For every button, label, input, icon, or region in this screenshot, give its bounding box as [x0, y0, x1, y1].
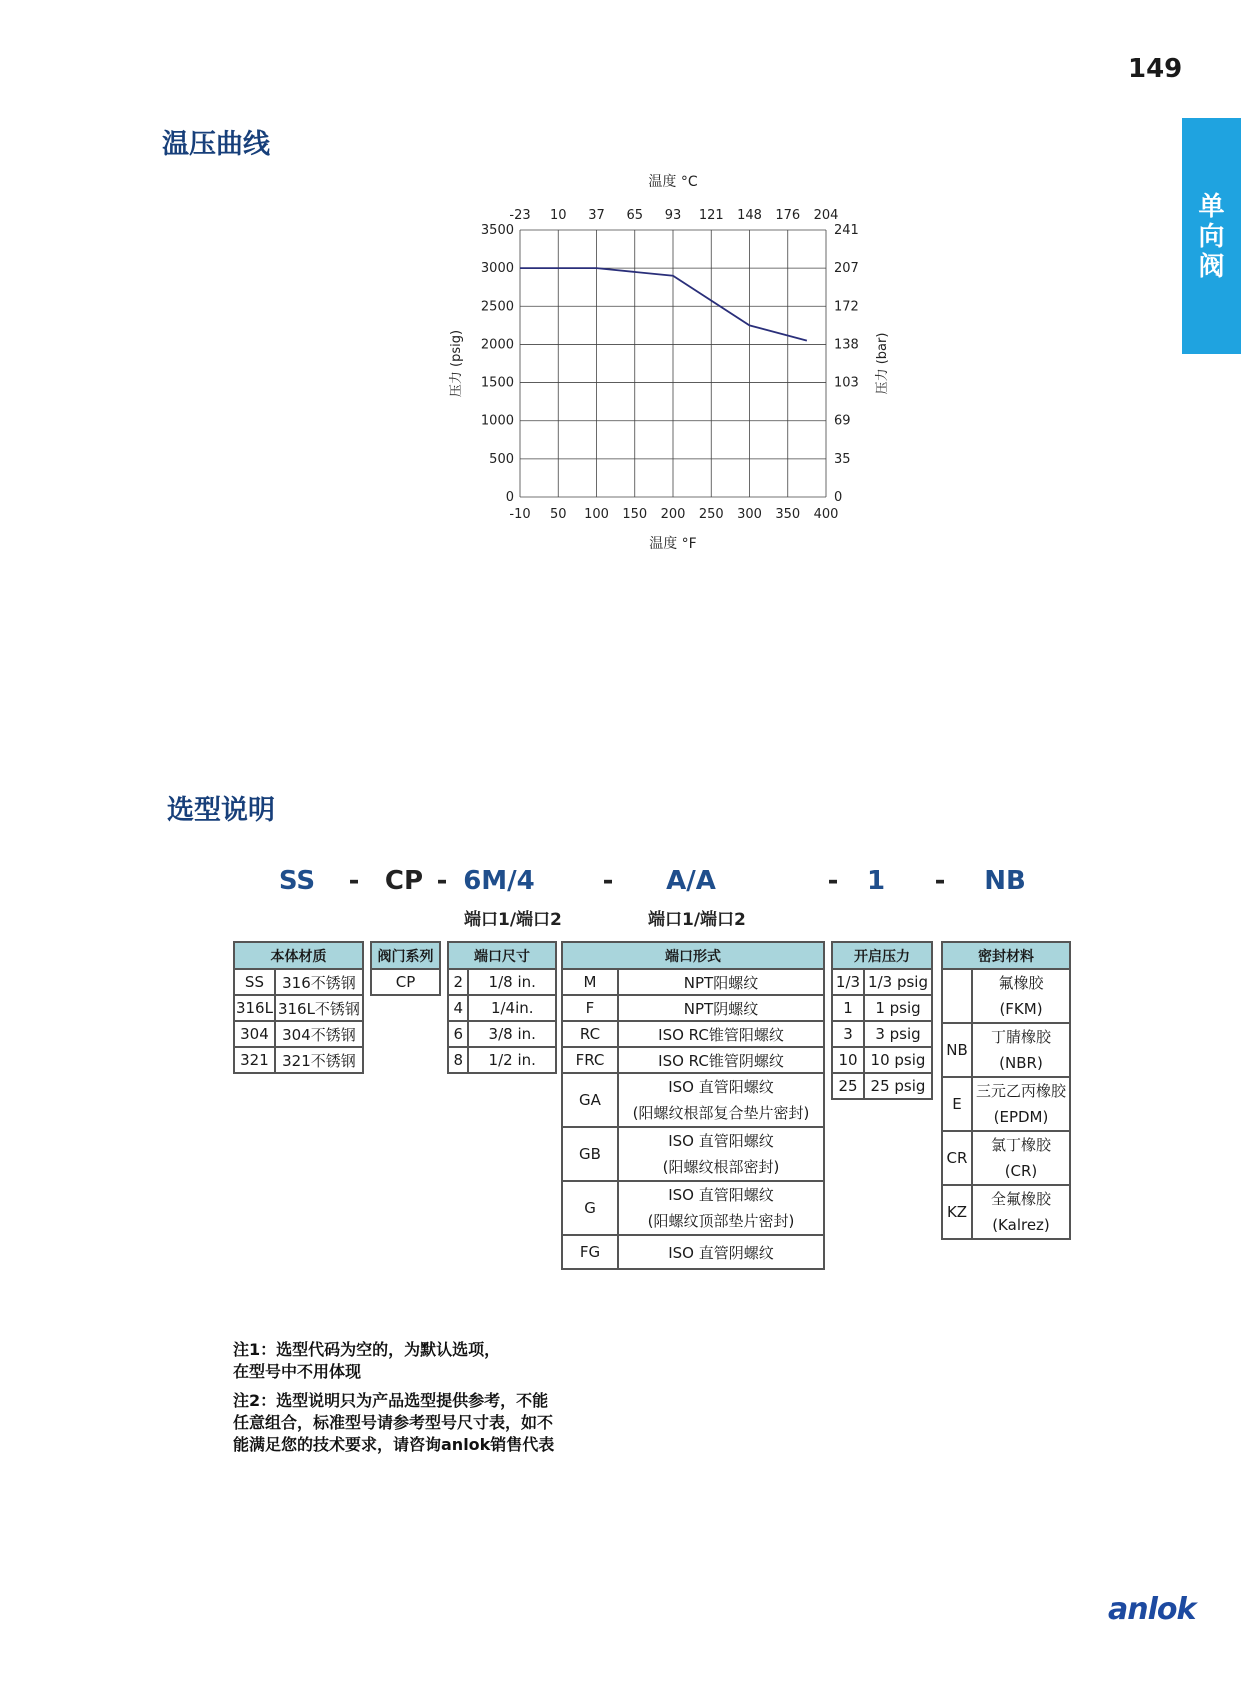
y-tick-label: 1000 — [480, 413, 514, 429]
cracking-pressure-table — [831, 941, 933, 1100]
table-header: 开启压力 — [832, 942, 932, 969]
table-row — [942, 969, 1070, 1023]
y-tick-label: 3000 — [480, 261, 514, 277]
right-tick-label: 0 — [834, 490, 843, 505]
code-cell: RC — [562, 1021, 618, 1047]
table-header: 端口形式 — [562, 942, 824, 969]
side-tab-char: 阀 — [1198, 252, 1225, 282]
right-tick-label: 103 — [834, 375, 859, 391]
table-row — [942, 1131, 1070, 1185]
x-tick-label: 150 — [622, 507, 648, 522]
desc-line: (NBR) — [999, 1054, 1043, 1072]
table-row — [832, 969, 932, 995]
y-tick-label: 1500 — [480, 375, 514, 391]
seal-material-table — [941, 941, 1071, 1240]
right-tick-label: 172 — [834, 299, 859, 315]
code-cell: 4 — [448, 995, 468, 1021]
desc-line: ISO 直管阳螺纹 — [668, 1186, 774, 1204]
x-tick-label: 100 — [584, 507, 609, 522]
y-tick-label: 2000 — [480, 337, 514, 353]
code-dash: - — [602, 866, 614, 896]
desc-line: 全氟橡胶 — [990, 1190, 1051, 1208]
code-cell: 316L — [234, 995, 275, 1021]
desc-cell: 1/2 in. — [468, 1047, 556, 1073]
code-dash: - — [348, 866, 360, 896]
x-tick-label: -10 — [509, 507, 531, 522]
right-tick-label: 207 — [834, 261, 859, 277]
desc-cell: ISO RC锥管阴螺纹 — [618, 1047, 824, 1073]
desc-cell: 1/8 in. — [468, 969, 556, 995]
table-header: 本体材质 — [234, 942, 363, 969]
desc-cell: 10 psig — [864, 1047, 932, 1073]
right-tick-label: 241 — [834, 223, 859, 238]
code-cell: 6 — [448, 1021, 468, 1047]
code-cell: 304 — [234, 1021, 275, 1047]
code-cell: NB — [942, 1023, 972, 1077]
right-axis-label: 压力 (bar) — [875, 332, 890, 395]
right-tick-label: 138 — [834, 337, 859, 353]
valve-series-table — [370, 941, 441, 996]
table-row — [562, 1235, 824, 1269]
right-tick-label: 69 — [834, 413, 851, 429]
table-row — [562, 1181, 824, 1235]
table-row — [832, 1047, 932, 1073]
desc-line: (阳螺纹顶部垫片密封) — [647, 1212, 795, 1230]
table-row — [562, 969, 824, 995]
table-header: 密封材料 — [942, 942, 1070, 969]
side-tab-char: 向 — [1198, 222, 1225, 252]
x-tick-label: 300 — [737, 507, 762, 522]
table-row — [448, 1047, 556, 1073]
desc-cell: 3/8 in. — [468, 1021, 556, 1047]
code-cracking-pressure: 1 — [866, 866, 886, 896]
table-row — [562, 1021, 824, 1047]
code-cell: 1 — [832, 995, 864, 1021]
x-tick-label: 250 — [698, 507, 724, 522]
table-row — [942, 1185, 1070, 1239]
table-row — [448, 995, 556, 1021]
code-cell: CR — [942, 1131, 972, 1185]
anlok-logo: anlok — [1108, 1592, 1196, 1627]
table-row — [562, 995, 824, 1021]
table-row — [234, 995, 363, 1021]
top-tick-label: -23 — [509, 208, 531, 223]
desc-cell: 316不锈钢 — [275, 969, 363, 995]
y-tick-label: 3500 — [480, 223, 514, 238]
table-row — [448, 1021, 556, 1047]
top-tick-label: 65 — [626, 208, 644, 223]
code-dash: - — [436, 866, 448, 896]
desc-cell: 321不锈钢 — [275, 1047, 363, 1073]
code-cell: FRC — [562, 1047, 618, 1073]
pressure-temperature-chart — [430, 166, 910, 566]
code-cell: GA — [562, 1073, 618, 1127]
y-tick-label: 0 — [505, 490, 514, 505]
note-line: 注2：选型说明只为产品选型提供参考，不能 — [233, 1391, 549, 1410]
code-cell: F — [562, 995, 618, 1021]
code-cell — [942, 969, 972, 1023]
desc-cell: 1/3 psig — [864, 969, 932, 995]
code-cell: G — [562, 1181, 618, 1235]
code-valve-series: CP — [384, 866, 424, 896]
table-row — [832, 995, 932, 1021]
table-row — [562, 1127, 824, 1181]
desc-line: (CR) — [1004, 1162, 1038, 1180]
chart-section-title: 温压曲线 — [162, 129, 270, 160]
table-row — [832, 1073, 932, 1099]
desc-line: 三元乙丙橡胶 — [975, 1082, 1066, 1100]
table-row — [371, 969, 440, 995]
code-cell: GB — [562, 1127, 618, 1181]
table-row — [234, 969, 363, 995]
top-tick-label: 148 — [737, 208, 762, 223]
table-row — [234, 1021, 363, 1047]
page-number: 149 — [1128, 54, 1183, 84]
table-row — [562, 1047, 824, 1073]
code-cell: 8 — [448, 1047, 468, 1073]
desc-line: (FKM) — [999, 1000, 1043, 1018]
note-1 — [233, 1339, 500, 1383]
y-tick-label: 2500 — [480, 299, 514, 315]
x-tick-label: 400 — [813, 507, 839, 522]
desc-line: (EPDM) — [993, 1108, 1049, 1126]
desc-line: ISO 直管阳螺纹 — [668, 1078, 774, 1096]
side-tab-check-valve — [1182, 118, 1241, 354]
port-size-sub-label: 端口1/端口2 — [464, 910, 562, 930]
table-row — [234, 1047, 363, 1073]
port-size-table — [447, 941, 557, 1074]
desc-cell: ISO RC锥管阳螺纹 — [618, 1021, 824, 1047]
desc-cell: 1 psig — [864, 995, 932, 1021]
x-tick-label: 350 — [775, 507, 801, 522]
top-tick-label: 93 — [664, 208, 682, 223]
selection-section-title: 选型说明 — [167, 795, 275, 826]
desc-cell: 304不锈钢 — [275, 1021, 363, 1047]
right-tick-label: 35 — [834, 451, 851, 467]
code-dash: - — [934, 866, 946, 896]
note-line: 注1：选型代码为空的，为默认选项， — [233, 1340, 501, 1359]
code-cell: CP — [371, 969, 440, 995]
desc-cell: 1/4in. — [468, 995, 556, 1021]
table-row — [942, 1077, 1070, 1131]
code-cell: KZ — [942, 1185, 972, 1239]
code-cell: 3 — [832, 1021, 864, 1047]
desc-cell: ISO 直管阴螺纹 — [618, 1235, 824, 1269]
note-line: 能满足您的技术要求，请咨询anlok销售代表 — [233, 1435, 555, 1454]
table-header: 阀门系列 — [371, 942, 440, 969]
code-cell: SS — [234, 969, 275, 995]
desc-line: (阳螺纹根部密封) — [662, 1158, 780, 1176]
x-axis-label: 温度 °F — [649, 536, 697, 552]
table-row — [562, 1073, 824, 1127]
top-tick-label: 176 — [775, 208, 801, 223]
code-cell: E — [942, 1077, 972, 1131]
code-cell: 1/3 — [832, 969, 864, 995]
desc-cell: 316L不锈钢 — [275, 995, 363, 1021]
desc-line: 丁腈橡胶 — [990, 1028, 1051, 1046]
desc-line: (Kalrez) — [992, 1216, 1050, 1234]
code-body-material: SS — [278, 866, 316, 896]
table-row — [832, 1021, 932, 1047]
top-tick-label: 204 — [813, 208, 839, 223]
y-tick-label: 500 — [489, 451, 514, 467]
y-axis-label: 压力 (psig) — [449, 329, 464, 398]
code-port-form: A/A — [666, 866, 716, 896]
note-2 — [233, 1390, 554, 1456]
port-form-table — [561, 941, 825, 1270]
top-tick-label: 37 — [588, 208, 605, 223]
desc-line: 氟橡胶 — [998, 974, 1044, 992]
note-line: 任意组合，标准型号请参考型号尺寸表，如不 — [233, 1413, 554, 1432]
table-row — [448, 969, 556, 995]
desc-line: (阳螺纹根部复合垫片密封) — [632, 1104, 810, 1122]
code-dash: - — [827, 866, 839, 896]
table-row — [942, 1023, 1070, 1077]
top-tick-label: 121 — [698, 208, 724, 223]
desc-cell: 3 psig — [864, 1021, 932, 1047]
series-line — [520, 268, 807, 340]
desc-line: 氯丁橡胶 — [990, 1136, 1051, 1154]
code-cell: 25 — [832, 1073, 864, 1099]
body-material-table — [233, 941, 364, 1074]
code-cell: M — [562, 969, 618, 995]
x-tick-label: 50 — [549, 507, 567, 522]
top-tick-label: 10 — [549, 208, 567, 223]
desc-cell: 25 psig — [864, 1073, 932, 1099]
note-line: 在型号中不用体现 — [233, 1362, 362, 1381]
code-seal-material: NB — [984, 866, 1026, 896]
code-cell: 321 — [234, 1047, 275, 1073]
code-port-size: 6M/4 — [463, 866, 535, 896]
code-cell: 2 — [448, 969, 468, 995]
code-cell: 10 — [832, 1047, 864, 1073]
port-form-sub-label: 端口1/端口2 — [648, 910, 746, 930]
desc-line: ISO 直管阳螺纹 — [668, 1132, 774, 1150]
table-header: 端口尺寸 — [448, 942, 556, 969]
desc-cell: NPT阳螺纹 — [618, 969, 824, 995]
x-tick-label: 200 — [660, 507, 686, 522]
top-axis-label: 温度 °C — [648, 174, 698, 190]
side-tab-char: 单 — [1198, 192, 1225, 222]
desc-cell: NPT阴螺纹 — [618, 995, 824, 1021]
code-cell: FG — [562, 1235, 618, 1269]
